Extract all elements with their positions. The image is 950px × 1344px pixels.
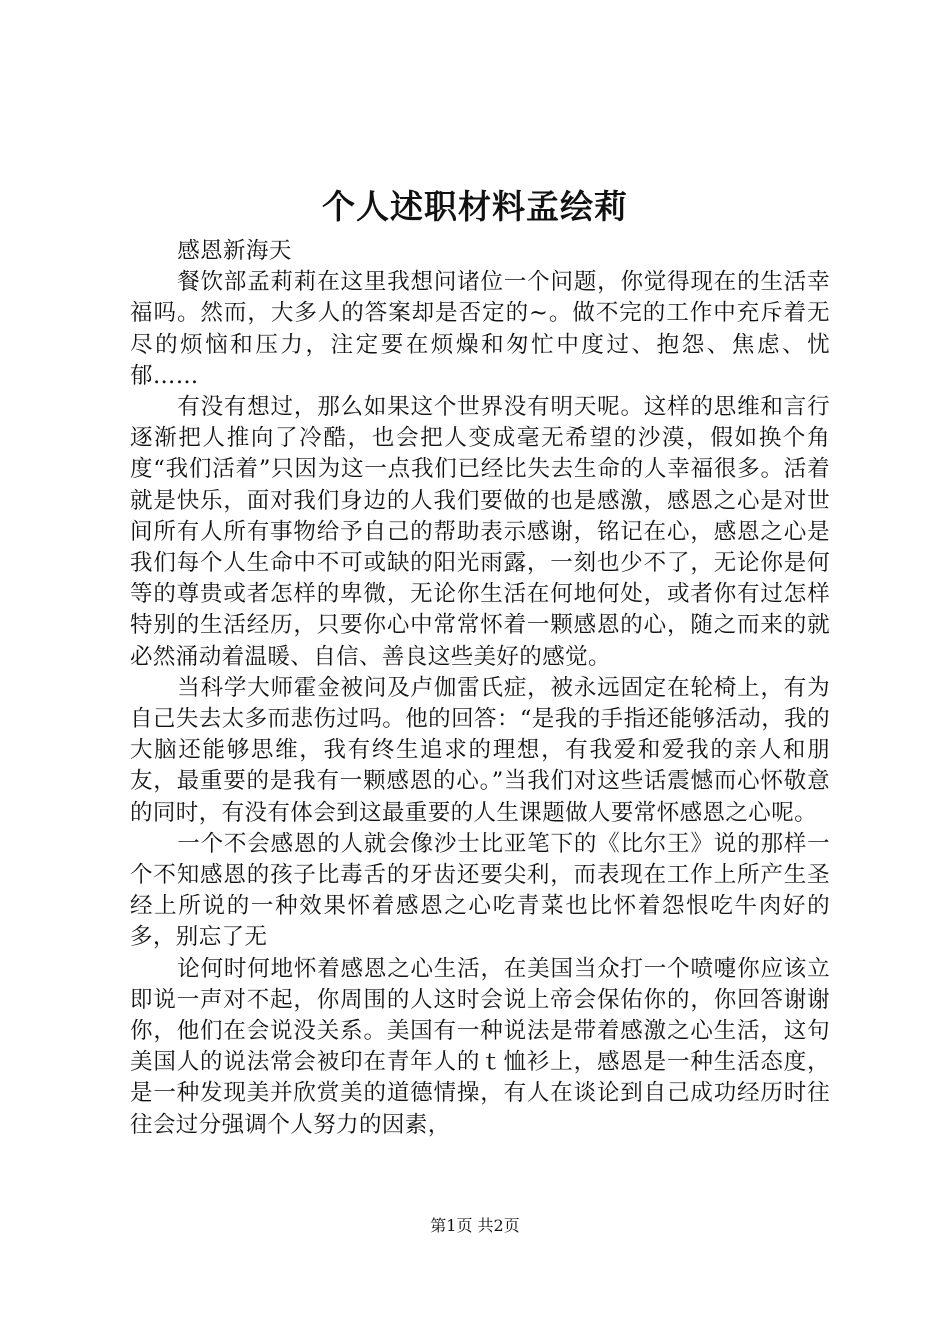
paragraph: 当科学大师霍金被问及卢伽雷氏症，被永远固定在轮椅上，有为自己失去太多而悲伤过吗。他的回答：“是我的手指还能够活动，我的大脑还能够思维，我有终生追求的理想，有我爱和爱我的亲人和朋友，最重要的是我有一颗感恩的心。”当我们对这些话震憾而心怀敬意的同时，有没有体会到这最重要的人生课题做人要常怀感恩之心呢。	[130, 674, 830, 826]
paragraph: 有没有想过，那么如果这个世界没有明天呢。这样的思维和言行逐渐把人推向了冷酷，也会把人变成毫无希望的沙漠，假如换个角度“我们活着”只因为这一点我们已经比失去生命的人幸福很多。活着就是快乐，面对我们身边的人我们要做的也是感激，感恩之心是对世间所有人所有事物给予自己的帮助表示感谢，铭记在心，感恩之心是我们每个人生命中不可或缺的阳光雨露，一刻也少不了，无论你是何等的尊贵或者怎样的卑微，无论你生活在何地何处，或者你有过怎样特别的生活经历，只要你心中常常怀着一颗感恩的心，随之而来的就必然涌动着温暖、自信、善良这些美好的感觉。	[130, 394, 830, 670]
paragraph: 一个不会感恩的人就会像沙士比亚笔下的《比尔王》说的那样一个不知感恩的孩子比毒舌的牙齿还要尖利，而表现在工作上所产生圣经上所说的一种效果怀着感恩之心吃青菜也比怀着怨恨吃牛肉好的多，别忘了无	[130, 830, 830, 951]
document-title: 个人述职材料孟绘莉	[322, 187, 628, 226]
paragraph: 餐饮部孟莉莉在这里我想问诸位一个问题，你觉得现在的生活幸福吗。然而，大多人的答案却是否定的~。做不完的工作中充斥着无尽的烦恼和压力，注定要在烦燥和匆忙中度过、抱怨、焦虑、忧郁……	[130, 269, 830, 389]
page-number-footer: 第1页 共2页	[430, 1216, 520, 1235]
paragraph: 论何时何地怀着感恩之心生活，在美国当众打一个喷嚏你应该立即说一声对不起，你周围的人这时会说上帝会保佑你的，你回答谢谢你，他们在会说没关系。美国有一种说法是带着感激之心生活，这句美国人的说法常会被印在青年人的ｔ恤衫上，感恩是一种生活态度，是一种发现美并欣赏美的道德情操，有人在谈论到自己成功经历时往往会过分强调个人努力的因素，	[130, 955, 830, 1138]
document-body	[130, 236, 830, 1141]
paragraph-heading: 感恩新海天	[177, 238, 292, 264]
